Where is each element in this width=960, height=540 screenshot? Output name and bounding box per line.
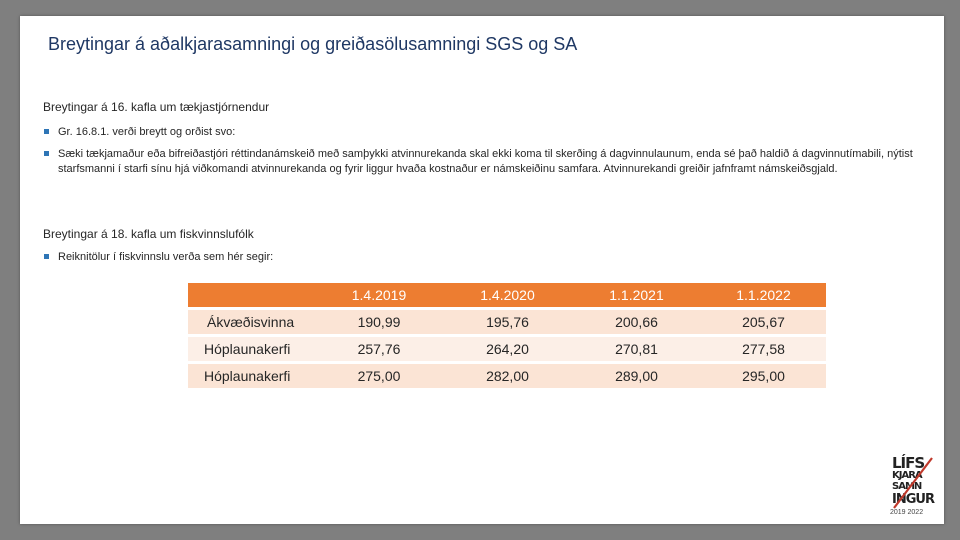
bullet-square-icon	[44, 254, 49, 259]
table-header-row	[188, 283, 826, 307]
table-cell: 200,66	[572, 310, 701, 334]
column-header: 1.1.2022	[701, 283, 826, 307]
column-header: 1.4.2019	[315, 283, 443, 307]
table-cell: 264,20	[443, 337, 572, 361]
section1-heading: Breytingar á 16. kafla um tækjastjórnendur	[43, 100, 270, 114]
row-label: Ákvæðisvinna	[188, 310, 315, 334]
logo-line: SAMN	[892, 481, 922, 492]
row-label: Hóplaunakerfi	[188, 337, 315, 361]
bullet-item	[44, 125, 924, 140]
table-cell: 277,58	[701, 337, 826, 361]
table-cell: 205,67	[701, 310, 826, 334]
section2-heading: Breytingar á 18. kafla um fiskvinnslufólk	[43, 227, 254, 241]
bullet-square-icon	[44, 129, 49, 134]
table-cell: 270,81	[572, 337, 701, 361]
table-cell: 282,00	[443, 364, 572, 388]
table-row	[188, 364, 826, 388]
table-corner-cell	[188, 283, 315, 307]
logo-slash-icon	[888, 456, 934, 510]
table-row	[188, 310, 826, 334]
logo-line: KJARA	[892, 470, 922, 481]
slide-title: Breytingar á aðalkjarasamningi og greiðasölusamningi SGS og SA	[48, 34, 578, 54]
lifskjarasamningur-logo	[888, 456, 934, 520]
table-cell: 195,76	[443, 310, 572, 334]
table-cell: 190,99	[315, 310, 443, 334]
table-cell: 289,00	[572, 364, 701, 388]
logo-years: 2019 2022	[890, 509, 924, 516]
bullet-text: Gr. 16.8.1. verði breytt og orðist svo:	[58, 126, 236, 138]
bullet-item	[44, 250, 924, 265]
row-label: Hóplaunakerfi	[188, 364, 315, 388]
rates-table	[188, 280, 826, 391]
slide	[20, 16, 944, 524]
bullet-square-icon	[44, 151, 49, 156]
column-header: 1.1.2021	[572, 283, 701, 307]
table-cell: 295,00	[701, 364, 826, 388]
column-header: 1.4.2020	[443, 283, 572, 307]
bullet-item	[44, 147, 924, 176]
table-row	[188, 337, 826, 361]
logo-line: LÍFS	[892, 454, 925, 472]
table-cell: 275,00	[315, 364, 443, 388]
logo-line: INGUR	[892, 492, 934, 507]
bullet-text: Sæki tækjamaður eða bifreiðastjóri réttindanámskeið með samþykki atvinnurekanda skal ekki koma til skerðing á dagvinnulaunum, enda sé það haldið á dagvinnutímabili, nýtist starfsmanni í starfi sínu hjá viðkomandi atvinnurekanda og fyrir liggur hvaða kostnaður er námskeiðinu samfara. Atvinnurekandi greiðir jafnframt námskeiðsgjald.	[58, 148, 913, 175]
table-cell: 257,76	[315, 337, 443, 361]
bullet-text: Reiknitölur í fiskvinnslu verða sem hér segir:	[58, 251, 274, 263]
